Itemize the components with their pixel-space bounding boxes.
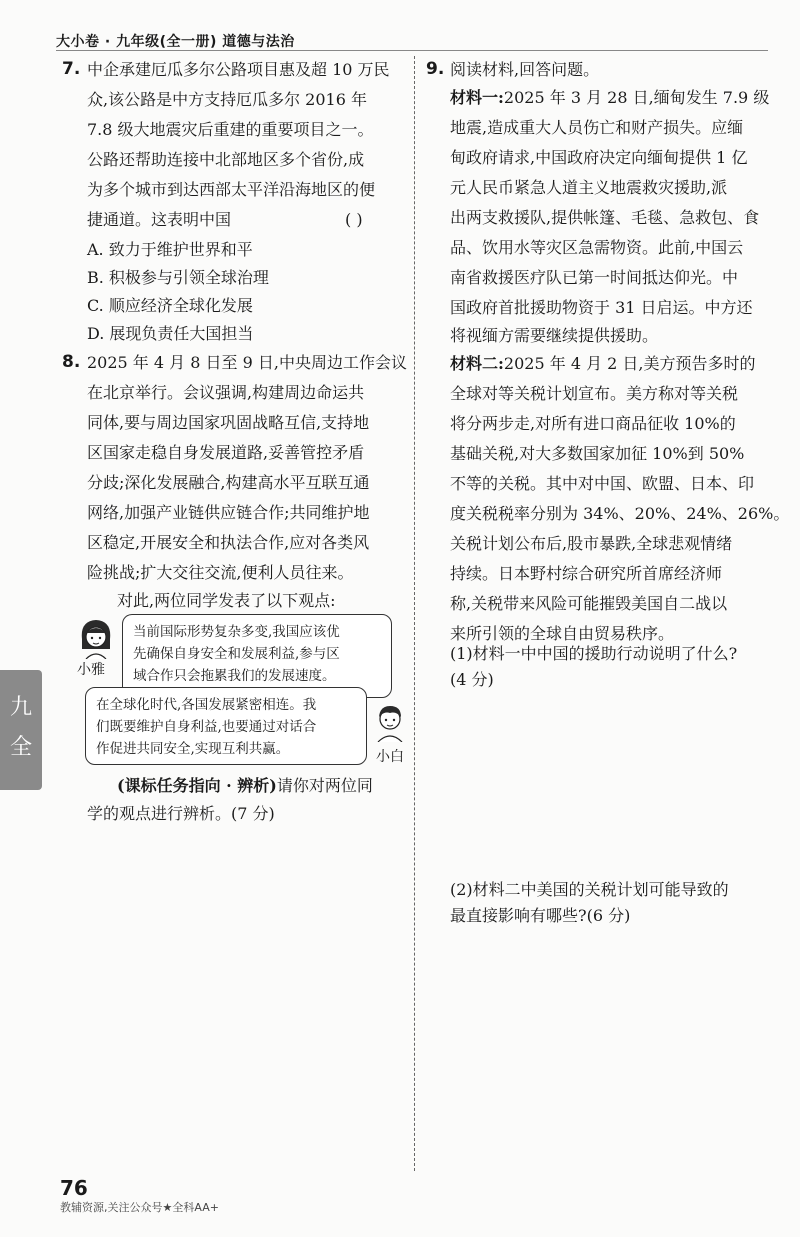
q7-line: 捷通道。这表明中国: [87, 210, 232, 229]
q9-sub2-prompt: (2)材料二中美国的关税计划可能导致的: [450, 880, 729, 899]
side-tab-line1: 九: [9, 695, 32, 720]
boy-avatar-icon: [372, 702, 408, 742]
student2-name: 小白: [376, 749, 404, 765]
q9-material2-line: 度关税税率分别为 34%、20%、24%、26%。: [450, 504, 790, 523]
student2-speech-line: 在全球化时代,各国发展紧密相连。我: [96, 697, 317, 713]
q9-material2-line: 将分两步走,对所有进口商品征收 10%的: [450, 414, 736, 433]
q7-option-a: A. 致力于维护世界和平: [87, 240, 253, 259]
q8-line: 分歧;深化发展融合,构建高水平互联互通: [87, 473, 370, 492]
student1-name: 小雅: [77, 662, 105, 678]
q8-line: 网络,加强产业链供应链合作;共同维护地: [87, 503, 370, 522]
q9-material1-line: 地震,造成重大人员伤亡和财产损失。应缅: [450, 118, 744, 137]
q7-option-b: B. 积极参与引领全球治理: [87, 268, 269, 287]
q9-material2-line: 关税计划公布后,股市暴跌,全球悲观情绪: [450, 534, 733, 553]
material2-text: 2025 年 4 月 2 日,美方预告多时的: [503, 354, 756, 373]
q8-number: 8.: [62, 352, 81, 372]
student1-speech-bubble: [122, 614, 392, 698]
q9-number: 9.: [426, 59, 445, 79]
q7-option-d: D. 展现负责任大国担当: [87, 324, 254, 343]
q8-line: 在北京举行。会议强调,构建周边命运共: [87, 383, 365, 402]
q9-material2-line: 持续。日本野村综合研究所首席经济师: [450, 564, 723, 583]
material2-label: 材料二:: [450, 354, 504, 373]
q8-task-line: 学的观点进行辨析。(7 分): [87, 804, 275, 823]
q7-line: 为多个城市到达西部太平洋沿海地区的便: [87, 180, 376, 199]
q8-intro: 对此,两位同学发表了以下观点:: [117, 591, 336, 610]
q8-line: 区稳定,开展安全和执法合作,应对各类风: [87, 533, 370, 552]
q8-line: 区国家走稳自身发展道路,妥善管控矛盾: [87, 443, 365, 462]
q9-material2-line: 不等的关税。其中对中国、欧盟、日本、印: [450, 474, 755, 493]
q9-material2-line: 基础关税,对大多数国家加征 10%到 50%: [450, 444, 745, 463]
q9-material1-line: 出两支救援队,提供帐篷、毛毯、急救包、食: [450, 208, 760, 227]
girl-avatar-icon: [76, 617, 116, 659]
footer-note: 教辅资源,关注公众号★全科AA+: [60, 1201, 219, 1214]
student2-speech-line: 作促进共同安全,实现互利共赢。: [96, 741, 290, 757]
side-tab-line2: 全: [9, 735, 32, 760]
q9-material1-line: 元人民币紧急人道主义地震救灾援助,派: [450, 178, 728, 197]
q8-line: 险挑战;扩大交往交流,便利人员往来。: [87, 563, 354, 582]
q9-material1-line: 品、饮用水等灾区急需物资。此前,中国云: [450, 238, 744, 257]
q7-line: 中企承建厄瓜多尔公路项目惠及超 10 万民: [87, 60, 390, 79]
header-rule: [56, 50, 768, 51]
student1-speech-line: 先确保自身安全和发展利益,参与区: [133, 646, 340, 662]
q9-material2-line: 全球对等关税计划宣布。美方称对等关税: [450, 384, 739, 403]
q9-material2-line: [450, 354, 756, 374]
q8-task-text: 请你对两位同: [276, 776, 373, 795]
q9-material1-line: [450, 88, 769, 108]
q8-task-line: [117, 776, 373, 796]
q9-intro: 阅读材料,回答问题。: [450, 60, 600, 79]
side-tab: [0, 670, 42, 790]
q9-material2-line: 来所引领的全球自由贸易秩序。: [450, 624, 675, 643]
q7-line: 众,该公路是中方支持厄瓜多尔 2016 年: [87, 90, 367, 109]
student1-speech-line: 域合作只会拖累我们的发展速度。: [133, 668, 336, 684]
q9-material2-line: 称,关税带来风险可能摧毁美国自二战以: [450, 594, 728, 613]
q9-sub1-points: (4 分): [450, 670, 494, 689]
q9-material1-line: 南省救援医疗队已第一时间抵达仰光。中: [450, 268, 739, 287]
material1-text: 2025 年 3 月 28 日,缅甸发生 7.9 级: [503, 88, 770, 107]
q9-sub2-points: 最直接影响有哪些?(6 分): [450, 906, 631, 925]
q9-material1-line: 甸政府请求,中国政府决定向缅甸提供 1 亿: [450, 148, 748, 167]
header-title: 大小卷 · 九年级(全一册) 道德与法治: [56, 34, 295, 50]
material1-label: 材料一:: [450, 88, 504, 107]
q7-line: 公路还帮助连接中北部地区多个省份,成: [87, 150, 365, 169]
student2-speech-bubble: [85, 687, 367, 765]
q8-line: 2025 年 4 月 8 日至 9 日,中央周边工作会议: [87, 353, 407, 372]
q7-line: 7.8 级大地震灾后重建的重要项目之一。: [87, 120, 374, 139]
q9-material1-line: 将视缅方需要继续提供援助。: [450, 326, 659, 345]
q9-sub1-prompt: (1)材料一中中国的援助行动说明了什么?: [450, 644, 738, 663]
student2-speech-line: 们既要维护自身利益,也要通过对话合: [96, 719, 317, 735]
q7-option-c: C. 顺应经济全球化发展: [87, 296, 253, 315]
q9-material1-line: 国政府首批援助物资于 31 日启运。中方还: [450, 298, 753, 317]
q8-line: 同体,要与周边国家巩固战略互信,支持地: [87, 413, 370, 432]
column-divider: [414, 56, 415, 1171]
q8-task-label: (课标任务指向 · 辨析): [117, 776, 277, 795]
page-number: 76: [60, 1176, 88, 1200]
student1-speech-line: 当前国际形势复杂多变,我国应该优: [133, 624, 340, 640]
q7-answer-paren: ( ): [345, 210, 363, 229]
q7-number: 7.: [62, 59, 81, 79]
